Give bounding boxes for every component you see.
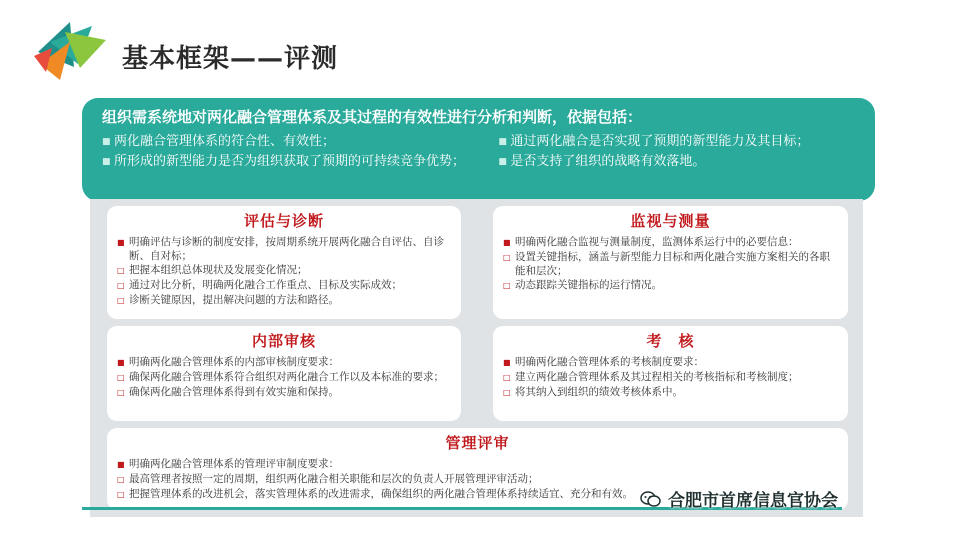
card-internal-audit — [107, 326, 461, 421]
list-item: ■ 通过两化融合是否实现了预期的新型能力及其目标； — [498, 132, 855, 152]
hollow-bullet-icon: □ — [117, 281, 125, 290]
banner-left-list — [102, 132, 478, 172]
list-item: ■ 明确两化融合管理体系的内部审核制度要求： — [117, 356, 339, 368]
wechat-icon — [640, 490, 662, 508]
banner-right-list — [478, 132, 855, 172]
list-item: ■ 明确两化融合管理体系的考核制度要求： — [503, 356, 704, 368]
list-item: ■ 两化融合管理体系的符合性、有效性； — [102, 132, 478, 152]
square-bullet-icon: ■ — [498, 137, 507, 147]
list-item: □ 设置关键指标，涵盖与新型能力目标和两化融合实施方案相关的各职能和层次； — [503, 251, 830, 277]
watermark — [640, 486, 838, 511]
hollow-bullet-icon: □ — [117, 388, 125, 397]
hollow-bullet-icon: □ — [117, 296, 125, 305]
list-item: □ 诊断关键原因，提出解决问题的方法和路径。 — [117, 294, 339, 306]
list-item: □ 建立两化融合管理体系及其过程相关的考核指标和考核制度； — [503, 371, 799, 383]
square-bullet-icon: ■ — [102, 157, 111, 167]
list-item: ■ 明确评估与诊断的制度安排，按周期系统开展两化融合自评估、自诊断、自对标； — [117, 236, 444, 262]
list-item: □ 把握本组织总体现状及发展变化情况； — [117, 264, 308, 276]
summary-banner — [82, 98, 875, 201]
watermark-text: 合肥市首席信息官协会 — [668, 491, 838, 511]
hollow-bullet-icon: □ — [117, 475, 125, 484]
card-monitoring — [493, 206, 848, 319]
card-title: 内部审核 — [251, 332, 316, 350]
list-item: □ 动态跟踪关键指标的运行情况。 — [503, 279, 662, 291]
hollow-bullet-icon: □ — [117, 490, 125, 499]
page-title: 基本框架——评测 — [122, 44, 339, 74]
hollow-bullet-icon: □ — [117, 373, 125, 382]
list-item: □ 通过对比分析，明确两化融合工作重点、目标及实际成效； — [117, 279, 402, 291]
card-title: 管理评审 — [445, 434, 510, 452]
hollow-bullet-icon: □ — [117, 266, 125, 275]
logo-icon — [30, 12, 110, 82]
bullet-icon: ■ — [503, 238, 511, 247]
hollow-bullet-icon: □ — [503, 373, 511, 382]
bullet-icon: ■ — [117, 358, 125, 367]
list-item: □ 确保两化融合管理体系符合组织对两化融合工作以及本标准的要求； — [117, 371, 444, 383]
square-bullet-icon: ■ — [498, 157, 507, 167]
card-assessment-review — [493, 326, 848, 421]
list-item: ■ 明确两化融合监视与测量制度，监测体系运行中的必要信息： — [503, 236, 799, 248]
card-title: 评估与诊断 — [243, 212, 324, 230]
square-bullet-icon: ■ — [102, 137, 111, 147]
bullet-icon: ■ — [117, 238, 125, 247]
list-item: ■ 是否支持了组织的战略有效落地。 — [498, 152, 855, 172]
card-title: 考 核 — [646, 332, 695, 350]
list-item: ■ 明确两化融合管理体系的管理评审制度要求： — [117, 458, 339, 470]
banner-title: 组织需系统地对两化融合管理体系及其过程的有效性进行分析和判断，依据包括： — [102, 108, 643, 126]
list-item: □ 最高管理者按照一定的周期，组织两化融合相关职能和层次的负责人开展管理评审活动； — [117, 473, 539, 485]
hollow-bullet-icon: □ — [503, 253, 511, 262]
hollow-bullet-icon: □ — [503, 388, 511, 397]
list-item: □ 把握管理体系的改进机会，落实管理体系的改进需求，确保组织的两化融合管理体系持续适宜、充分和有效。 — [117, 488, 633, 500]
list-item: ■ 所形成的新型能力是否为组织获取了预期的可持续竞争优势； — [102, 152, 478, 172]
hollow-bullet-icon: □ — [503, 281, 511, 290]
card-title: 监视与测量 — [630, 212, 711, 230]
card-assessment — [107, 206, 461, 319]
bullet-icon: ■ — [503, 358, 511, 367]
bullet-icon: ■ — [117, 460, 125, 469]
list-item: □ 确保两化融合管理体系得到有效实施和保持。 — [117, 386, 339, 398]
list-item: □ 将其纳入到组织的绩效考核体系中。 — [503, 386, 683, 398]
